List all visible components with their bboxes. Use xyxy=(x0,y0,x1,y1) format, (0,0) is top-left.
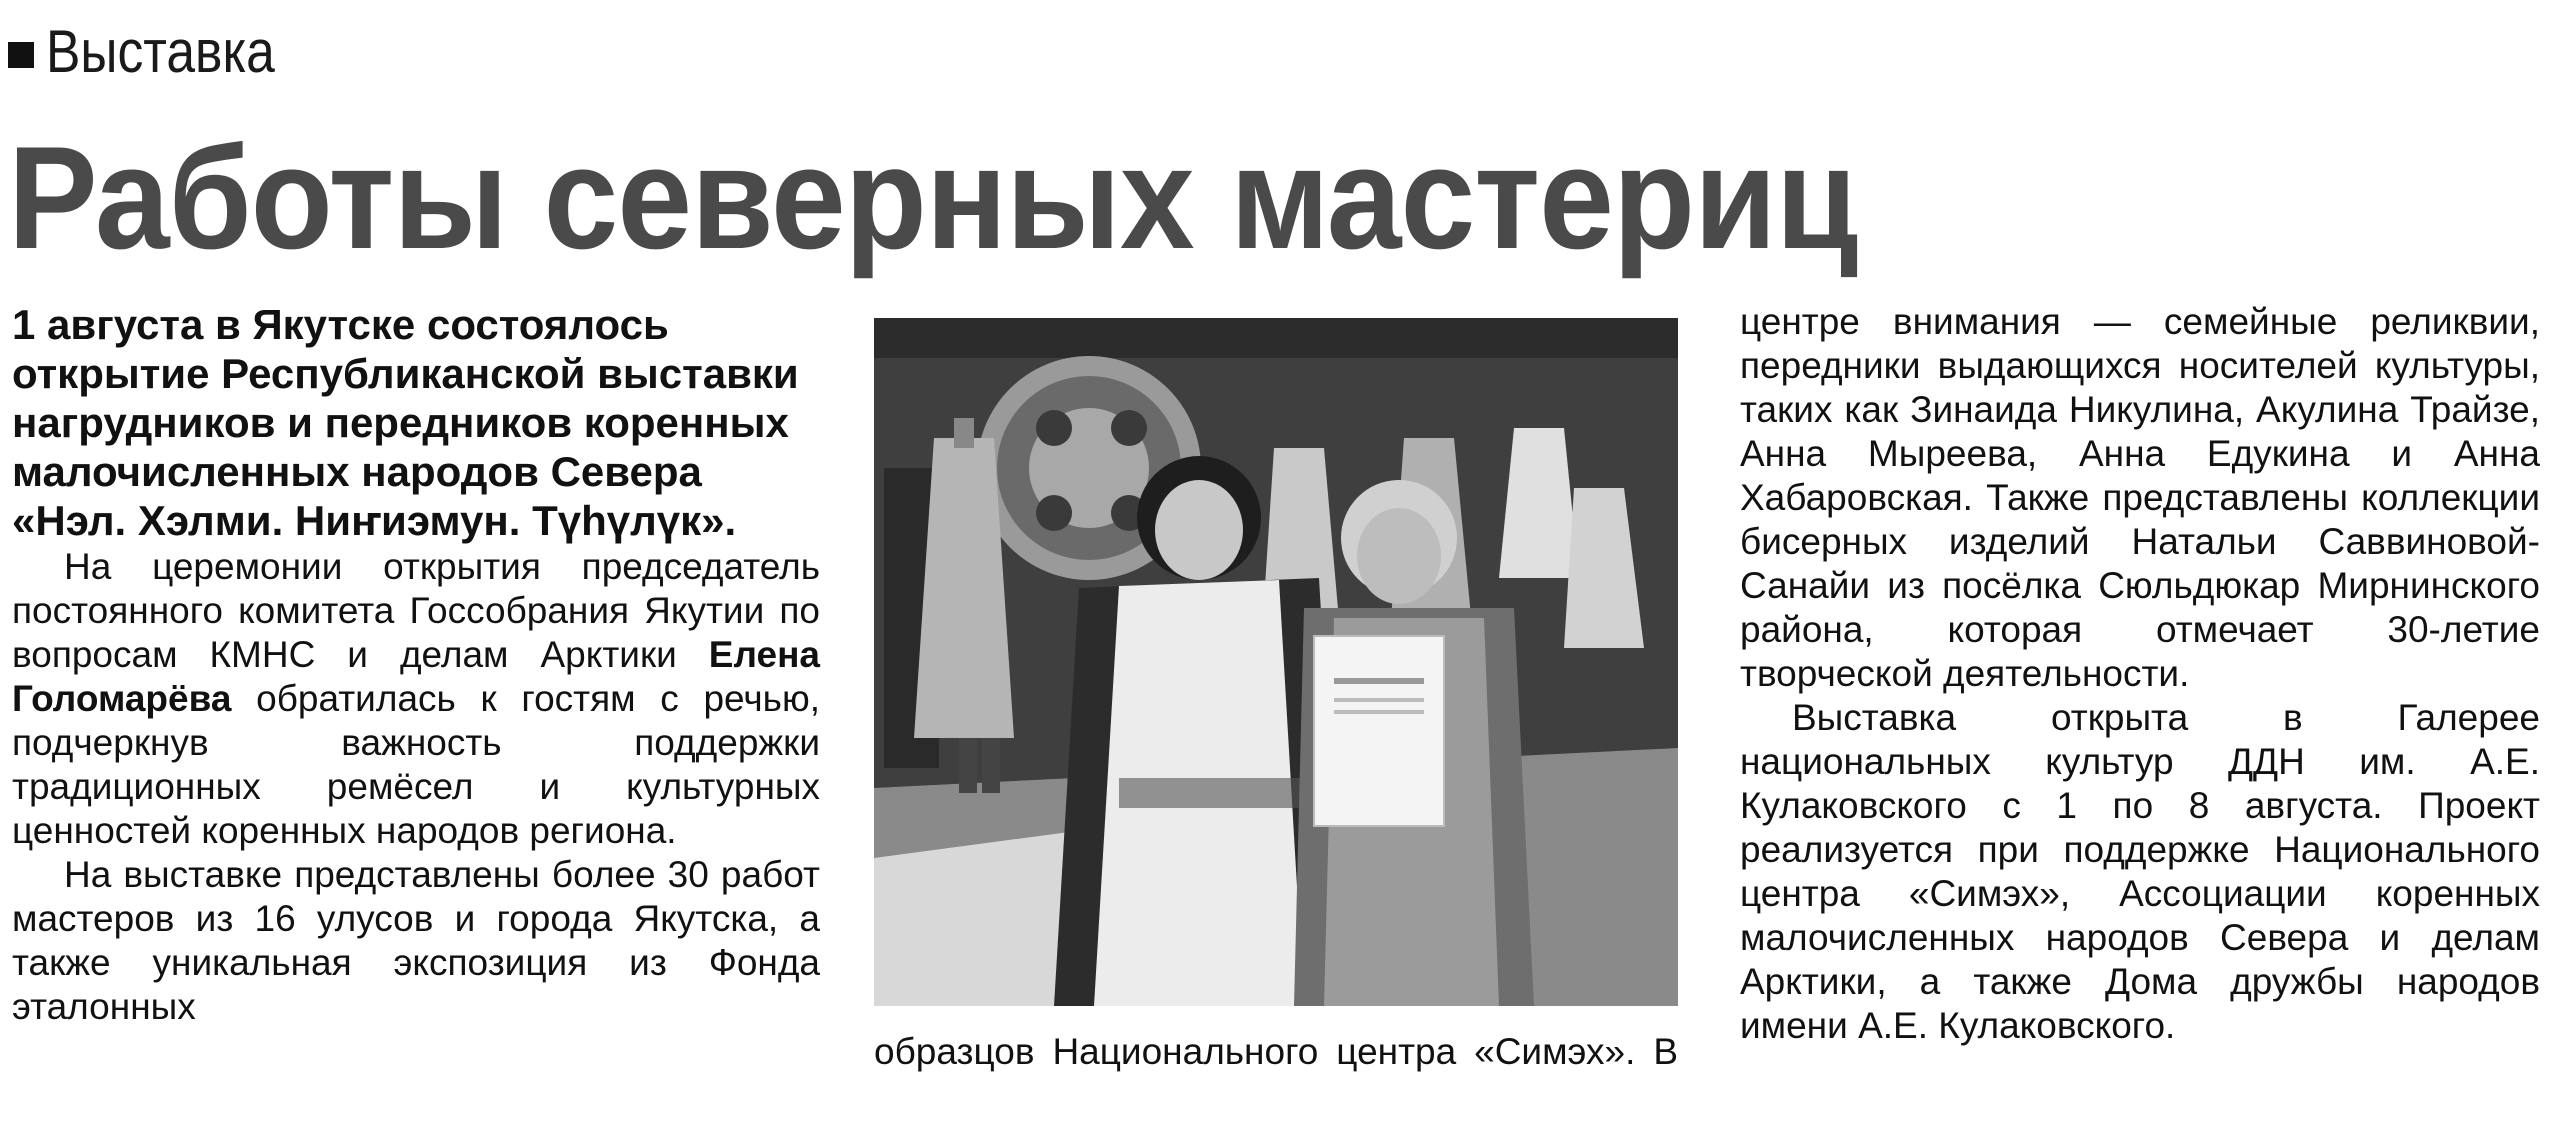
paragraph-text: На церемонии открытия председатель постоянного комитета Госсобрания Якутии по вопросам КМНС и делам Арктики xyxy=(12,546,820,675)
article-photo xyxy=(874,318,1678,1006)
exhibition-photo-illustration xyxy=(874,318,1678,1006)
rubric-marker xyxy=(8,42,34,68)
article-paragraph: центре внимания — семейные реликвии, передники выдающихся носителей культуры, таких как Зинаида Никулина, Акулина Трайзе, Анна Мыреева, Анна Едукина и Анна Хабаровская. Также представлены коллекции бисерных изделий Натальи Саввиновой-Санайи из посёлка Сюльдюкар Мирнинского района, которая отмечает 30-летие творческой деятельности. xyxy=(1740,301,2540,694)
article-column-left xyxy=(12,300,820,1029)
person-name: Елена Голомарёва xyxy=(12,634,820,719)
article-continuation-text: образцов Национального центра «Симэх». В xyxy=(874,1031,1678,1072)
article-lead: 1 августа в Якутске состоялось открытие Республиканской выставки нагрудников и передников коренных малочисленных народов Севера «Нэл. Хэлми. Ниҥиэмун. Түһүлүк». xyxy=(12,301,799,544)
rubric-label: Выставка xyxy=(46,18,275,85)
article-paragraph: Выставка открыта в Галерее национальных культур ДДН им. А.Е. Кулаковского с 1 по 8 августа. Проект реализуется при поддержке Национального центра «Симэх», Ассоциации коренных малочисленных народов Севера и делам Арктики, а также Дома дружбы народов имени А.Е. Кулаковского. xyxy=(1740,697,2540,1046)
paragraph-text: обратилась к гостям с речью, подчеркнув важность поддержки традиционных ремёсел и культурных ценностей коренных народов региона. xyxy=(12,678,820,851)
article-headline: Работы северных мастериц xyxy=(8,116,1858,279)
article-column-right xyxy=(1740,300,2540,1048)
article-paragraph xyxy=(12,545,820,853)
article-paragraph: На выставке представлены более 30 работ мастеров из 16 улусов и города Якутска, а также уникальная экспозиция из Фонда эталонных xyxy=(12,854,820,1027)
rubric xyxy=(8,14,312,90)
